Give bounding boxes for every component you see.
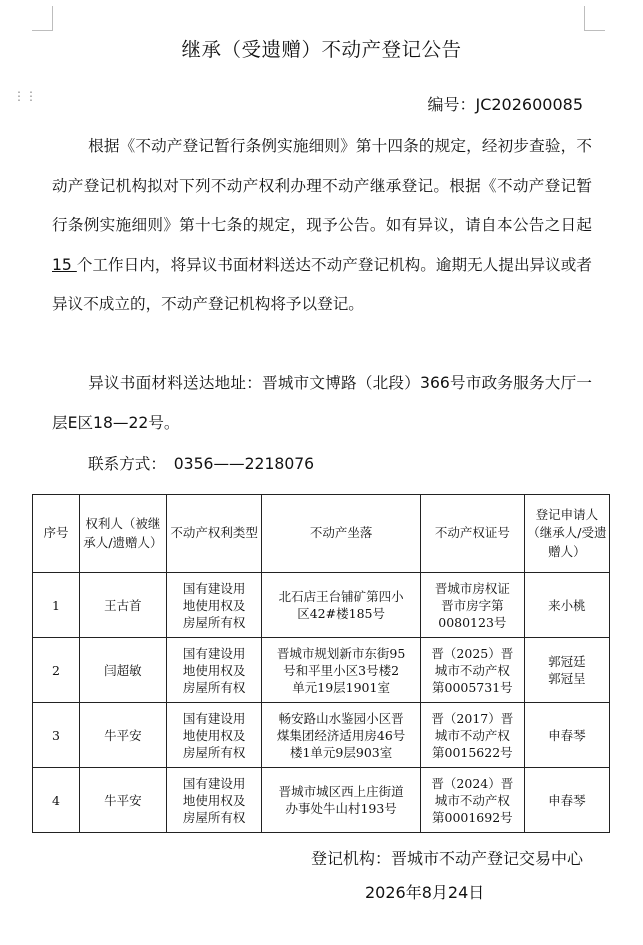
- property-table: [32, 494, 610, 833]
- objection-days: 15: [52, 255, 77, 274]
- registration-organization: 登记机构：晋城市不动产登记交易中心: [310, 849, 583, 868]
- cell-location: 北石店王台铺矿第四小 区42#楼185号: [262, 573, 420, 638]
- contact-text: 联系方式： 0356——2218076: [88, 455, 315, 473]
- cell-no: 2: [33, 638, 80, 703]
- cell-holder: 牛平安: [79, 703, 166, 768]
- cell-applicant: 郭冠廷 郭冠呈: [524, 638, 609, 703]
- cell-holder: 王古首: [79, 573, 166, 638]
- cell-location: 晋城市规划新市东街95 号和平里小区3号楼2 单元19层1901室: [262, 638, 420, 703]
- table-row: [33, 638, 610, 703]
- cell-location: 畅安路山水鉴园小区晋 煤集团经济适用房46号 楼1单元9层903室: [262, 703, 420, 768]
- cell-location: 晋城市城区西上庄街道 办事处牛山村193号: [262, 768, 420, 833]
- table-row: [33, 703, 610, 768]
- cell-no: 4: [33, 768, 80, 833]
- cell-certificate: 晋（2025）晋 城市不动产权 第0005731号: [420, 638, 524, 703]
- header-no: 序号: [33, 495, 80, 573]
- notice-paragraph-main: [52, 127, 592, 325]
- cell-right-type: 国有建设用 地使用权及 房屋所有权: [166, 573, 262, 638]
- cell-applicant: 申春琴: [524, 703, 609, 768]
- notice-date: 2026年8月24日: [365, 883, 485, 902]
- header-location: 不动产坐落: [262, 495, 420, 573]
- cell-no: 3: [33, 703, 80, 768]
- contact-paragraph: [52, 445, 592, 485]
- notice-text-after: 个工作日内，将异议书面材料送达不动产登记机构。逾期无人提出异议或者异议不成立的，不动产登记机构将予以登记。: [52, 255, 592, 313]
- drag-handle-icon[interactable]: ⋮⋮: [13, 89, 37, 103]
- header-certificate: 不动产权证号: [420, 495, 524, 573]
- table-row: [33, 768, 610, 833]
- objection-address-text: 异议书面材料送达地址：晋城市文博路（北段）366号市政务服务大厅一层E区18—22号。: [52, 374, 592, 432]
- header-applicant: 登记申请人（继承人/受遗赠人）: [524, 495, 609, 573]
- cell-applicant: 来小桃: [524, 573, 609, 638]
- page-corner-mark-top-right: [584, 6, 605, 31]
- cell-certificate: 晋（2017）晋 城市不动产权 第0015622号: [420, 703, 524, 768]
- cell-right-type: 国有建设用 地使用权及 房屋所有权: [166, 638, 262, 703]
- page-title: 继承（受遗赠）不动产登记公告: [181, 38, 462, 61]
- notice-text-before: 根据《不动产登记暂行条例实施细则》第十四条的规定，经初步查验，不动产登记机构拟对下列不动产权利办理不动产继承登记。根据《不动产登记暂行条例实施细则》第十七条的规定，现予公告。如有异议，请自本公告之日起: [52, 137, 592, 234]
- cell-no: 1: [33, 573, 80, 638]
- cell-right-type: 国有建设用 地使用权及 房屋所有权: [166, 703, 262, 768]
- cell-certificate: 晋城市房权证 晋市房字第 0080123号: [420, 573, 524, 638]
- objection-address-paragraph: [52, 364, 592, 443]
- cell-holder: 牛平安: [79, 768, 166, 833]
- cell-holder: 闫超敏: [79, 638, 166, 703]
- header-holder: 权利人（被继承人/遗赠人）: [79, 495, 166, 573]
- cell-applicant: 申春琴: [524, 768, 609, 833]
- table-header-row: [33, 495, 610, 573]
- header-right-type: 不动产权利类型: [166, 495, 262, 573]
- document-number: 编号：JC202600085: [427, 95, 583, 114]
- page-corner-mark-top-left: [32, 6, 53, 31]
- cell-certificate: 晋（2024）晋 城市不动产权 第0001692号: [420, 768, 524, 833]
- table-row: [33, 573, 610, 638]
- cell-right-type: 国有建设用 地使用权及 房屋所有权: [166, 768, 262, 833]
